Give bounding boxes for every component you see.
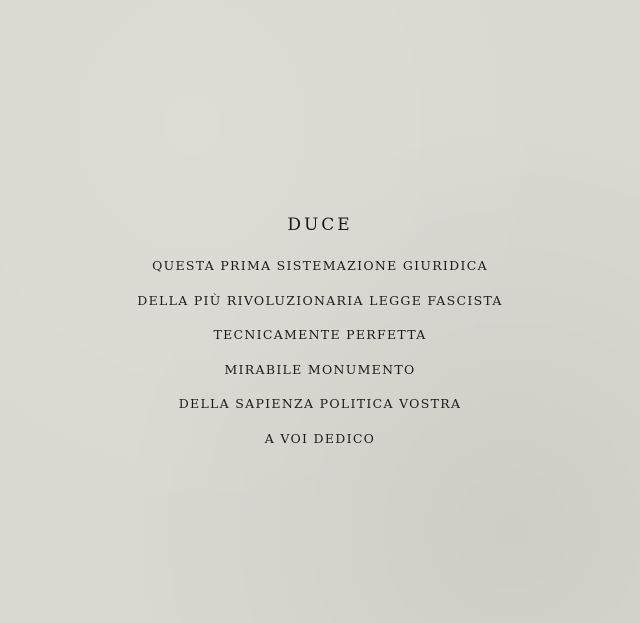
dedication-heading: DUCE: [287, 215, 353, 235]
dedication-line-4: MIRABILE MONUMENTO: [224, 361, 416, 377]
dedication-line-5: DELLA SAPIENZA POLITICA VOSTRA: [178, 396, 462, 411]
dedication-line-6: A VOI DEDICO: [264, 430, 376, 446]
dedication-line-1: QUESTA PRIMA SISTEMAZIONE GIURIDICA: [152, 258, 488, 273]
dedication-block: [0, 212, 640, 456]
dedication-line-3: TECNICAMENTE PERFETTA: [213, 327, 427, 342]
dedication-line-2: DELLA PIÙ RIVOLUZIONARIA LEGGE FASCISTA: [137, 292, 503, 308]
